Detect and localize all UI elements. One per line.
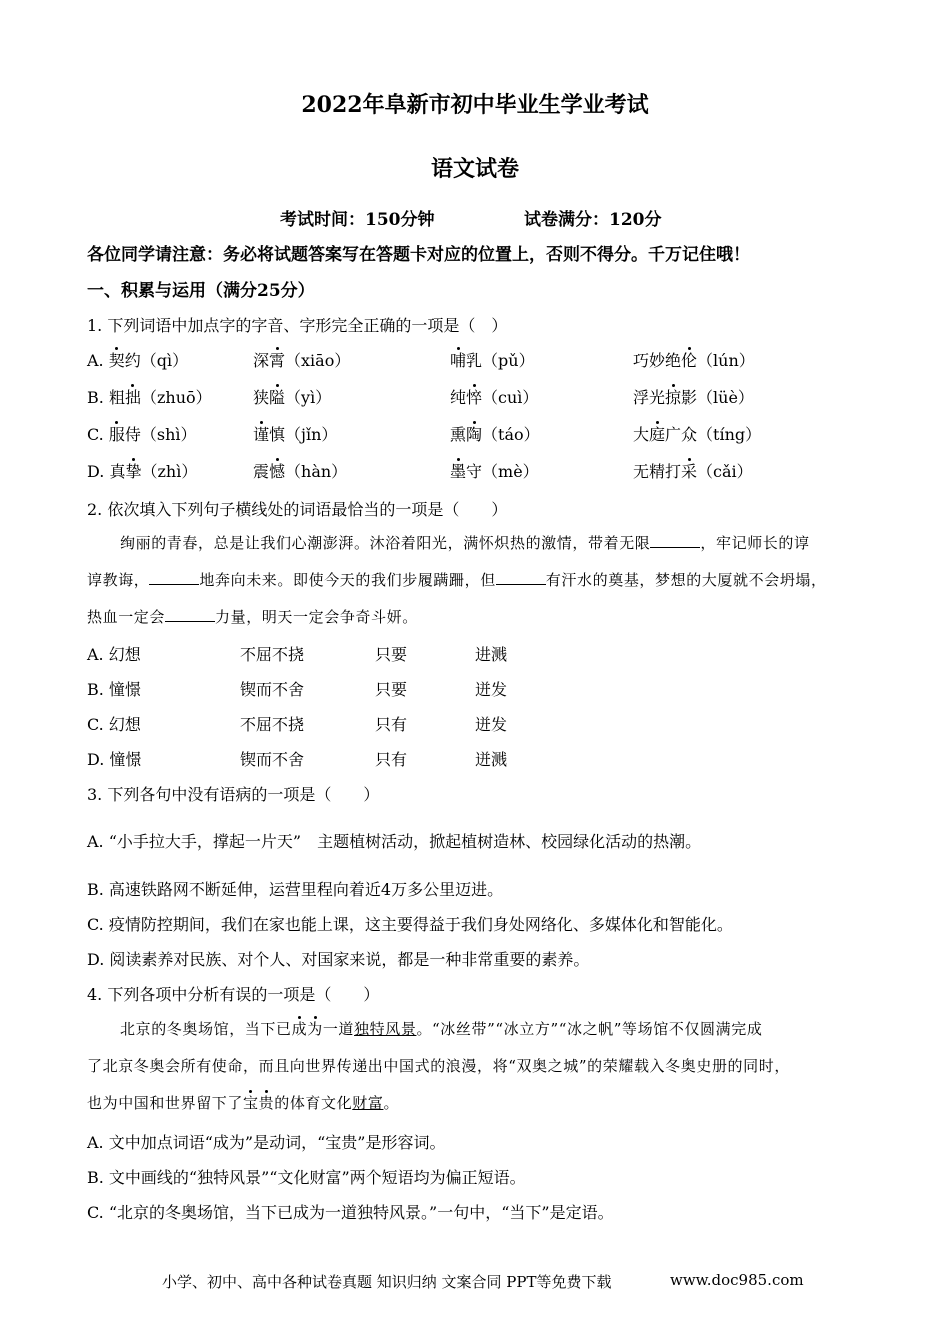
q2-option-a-word4: 进溅 [475,645,508,664]
q2-option-a: A. 幻想 [87,645,141,664]
q2-option-d: D. 憧憬 [87,750,142,769]
q1-option-label: A. [87,351,109,370]
q2-option-b: B. 憧憬 [87,680,141,699]
q3-option-a: A. “小手拉大手，撑起一片天” 主题植树活动，掀起植树造林、校园绿化活动的热潮。 [87,832,702,851]
question-2-passage-line1: 绚丽的青春，总是让我们心潮澎湃。沐浴着阳光，满怀炽热的激情，带着无限 ，牢记师长的谆 [120,534,810,552]
q1-option-b-item-2: 狭隘（yì） [253,388,332,407]
q1-option-c-item-4: 大庭广众（tíng） [633,425,762,444]
question-4-passage-line3: 也为中国和世界留下了宝贵的体育文化财富。 [87,1094,400,1112]
q1-option-label: D. [87,462,110,481]
blank-3 [496,570,546,585]
question-3-stem: 3. 下列各句中没有语病的一项是（ ） [87,785,380,804]
q4-option-a: A. 文中加点词语“成为”是动词，“宝贵”是形容词。 [87,1133,446,1152]
footer-website-link[interactable]: www.doc985.com [670,1271,804,1289]
q1-option-a-item-3: 哺乳（pǔ） [450,351,535,370]
question-2-passage-line2: 谆教诲， 地奔向未来。即使今天的我们步履蹒跚，但 有汗水的奠基，梦想的大厦就不会坍塌， [87,571,827,589]
question-4-passage-line2: 了北京冬奥会所有使命，而且向世界传递出中国式的浪漫，将“双奥之城”的荣耀载入冬奥史册的同时， [87,1057,790,1075]
q2-option-d-word3: 只有 [375,750,408,769]
question-4-passage-line1: 北京的冬奥场馆，当下已成为一道独特风景。“冰丝带”“冰立方”“冰之帆”等场馆不仅圆满完成 [120,1020,763,1038]
question-1-stem: 1. 下列词语中加点字的字音、字形完全正确的一项是（ ） [87,316,508,335]
q2-option-c-word3: 只有 [375,715,408,734]
q4-option-c: C. “北京的冬奥场馆，当下已成为一道独特风景。”一句中，“当下”是定语。 [87,1203,614,1222]
exam-title: 2022年阜新市初中毕业生学业考试 [301,92,649,118]
q4-option-b: B. 文中画线的“独特风景”“文化财富”两个短语均为偏正短语。 [87,1168,526,1187]
question-4-stem: 4. 下列各项中分析有误的一项是（ ） [87,985,380,1004]
q1-option-a-item-4: 巧妙绝伦（lún） [633,351,755,370]
q1-option-label: C. [87,425,109,444]
q2-option-b-word4: 迸发 [475,680,508,699]
q1-option-a-item-1: A. 契约（qì） [87,351,189,370]
q1-option-b-item-4: 浮光掠影（lüè） [633,388,754,407]
q1-option-c-item-2: 谨慎（jǐn） [253,425,338,444]
q1-option-d-item-4: 无精打采（cǎi） [633,462,753,481]
q1-option-a-item-2: 深霄（xiāo） [253,351,351,370]
notice: 各位同学请注意：务必将试题答案写在答题卡对应的位置上，否则不得分。千万记住哦！ [87,245,750,265]
q2-option-b-word3: 只要 [375,680,408,699]
q2-option-a-word3: 只要 [375,645,408,664]
blank-4 [165,607,215,622]
q1-option-label: B. [87,388,109,407]
paper-subtitle: 语文试卷 [430,156,519,182]
q2-option-c-word2: 不屈不挠 [240,715,305,734]
q3-option-c: C. 疫情防控期间，我们在家也能上课，这主要得益于我们身处网络化、多媒体化和智能化。 [87,915,733,934]
q2-option-d-word2: 锲而不舍 [240,750,305,769]
full-score: 试卷满分：120分 [524,210,662,230]
question-2-stem: 2. 依次填入下列句子横线处的词语最恰当的一项是（ ） [87,500,508,519]
blank-1 [650,533,700,548]
blank-2 [149,570,199,585]
q1-option-c-item-3: 熏陶（táo） [450,425,540,444]
q2-option-c: C. 幻想 [87,715,141,734]
q1-option-d-item-2: 震憾（hàn） [253,462,348,481]
q1-option-c-item-1: C. 服侍（shì） [87,425,197,444]
q1-option-d-item-3: 墨守（mè） [450,462,539,481]
exam-time: 考试时间：150分钟 [280,210,435,230]
q1-option-d-item-1: D. 真挚（zhì） [87,462,198,481]
q3-option-b: B. 高速铁路网不断延伸，运营里程向着近4万多公里迈进。 [87,880,504,899]
q2-option-c-word4: 迸发 [475,715,508,734]
q2-option-b-word2: 锲而不舍 [240,680,305,699]
q1-option-b-item-3: 纯悴（cuì） [450,388,539,407]
section-title: 一、积累与运用（满分25分） [87,281,315,301]
question-2-passage-line3: 热血一定会 力量，明天一定会争奇斗妍。 [87,608,418,626]
q2-option-a-word2: 不屈不挠 [240,645,305,664]
q3-option-d: D. 阅读素养对民族、对个人、对国家来说，都是一种非常重要的素养。 [87,950,590,969]
footer-text: 小学、初中、高中各种试卷真题 知识归纳 文案合同 PPT等免费下载 [162,1273,612,1291]
q1-option-b-item-1: B. 粗拙（zhuō） [87,388,212,407]
q2-option-d-word4: 迸溅 [475,750,508,769]
